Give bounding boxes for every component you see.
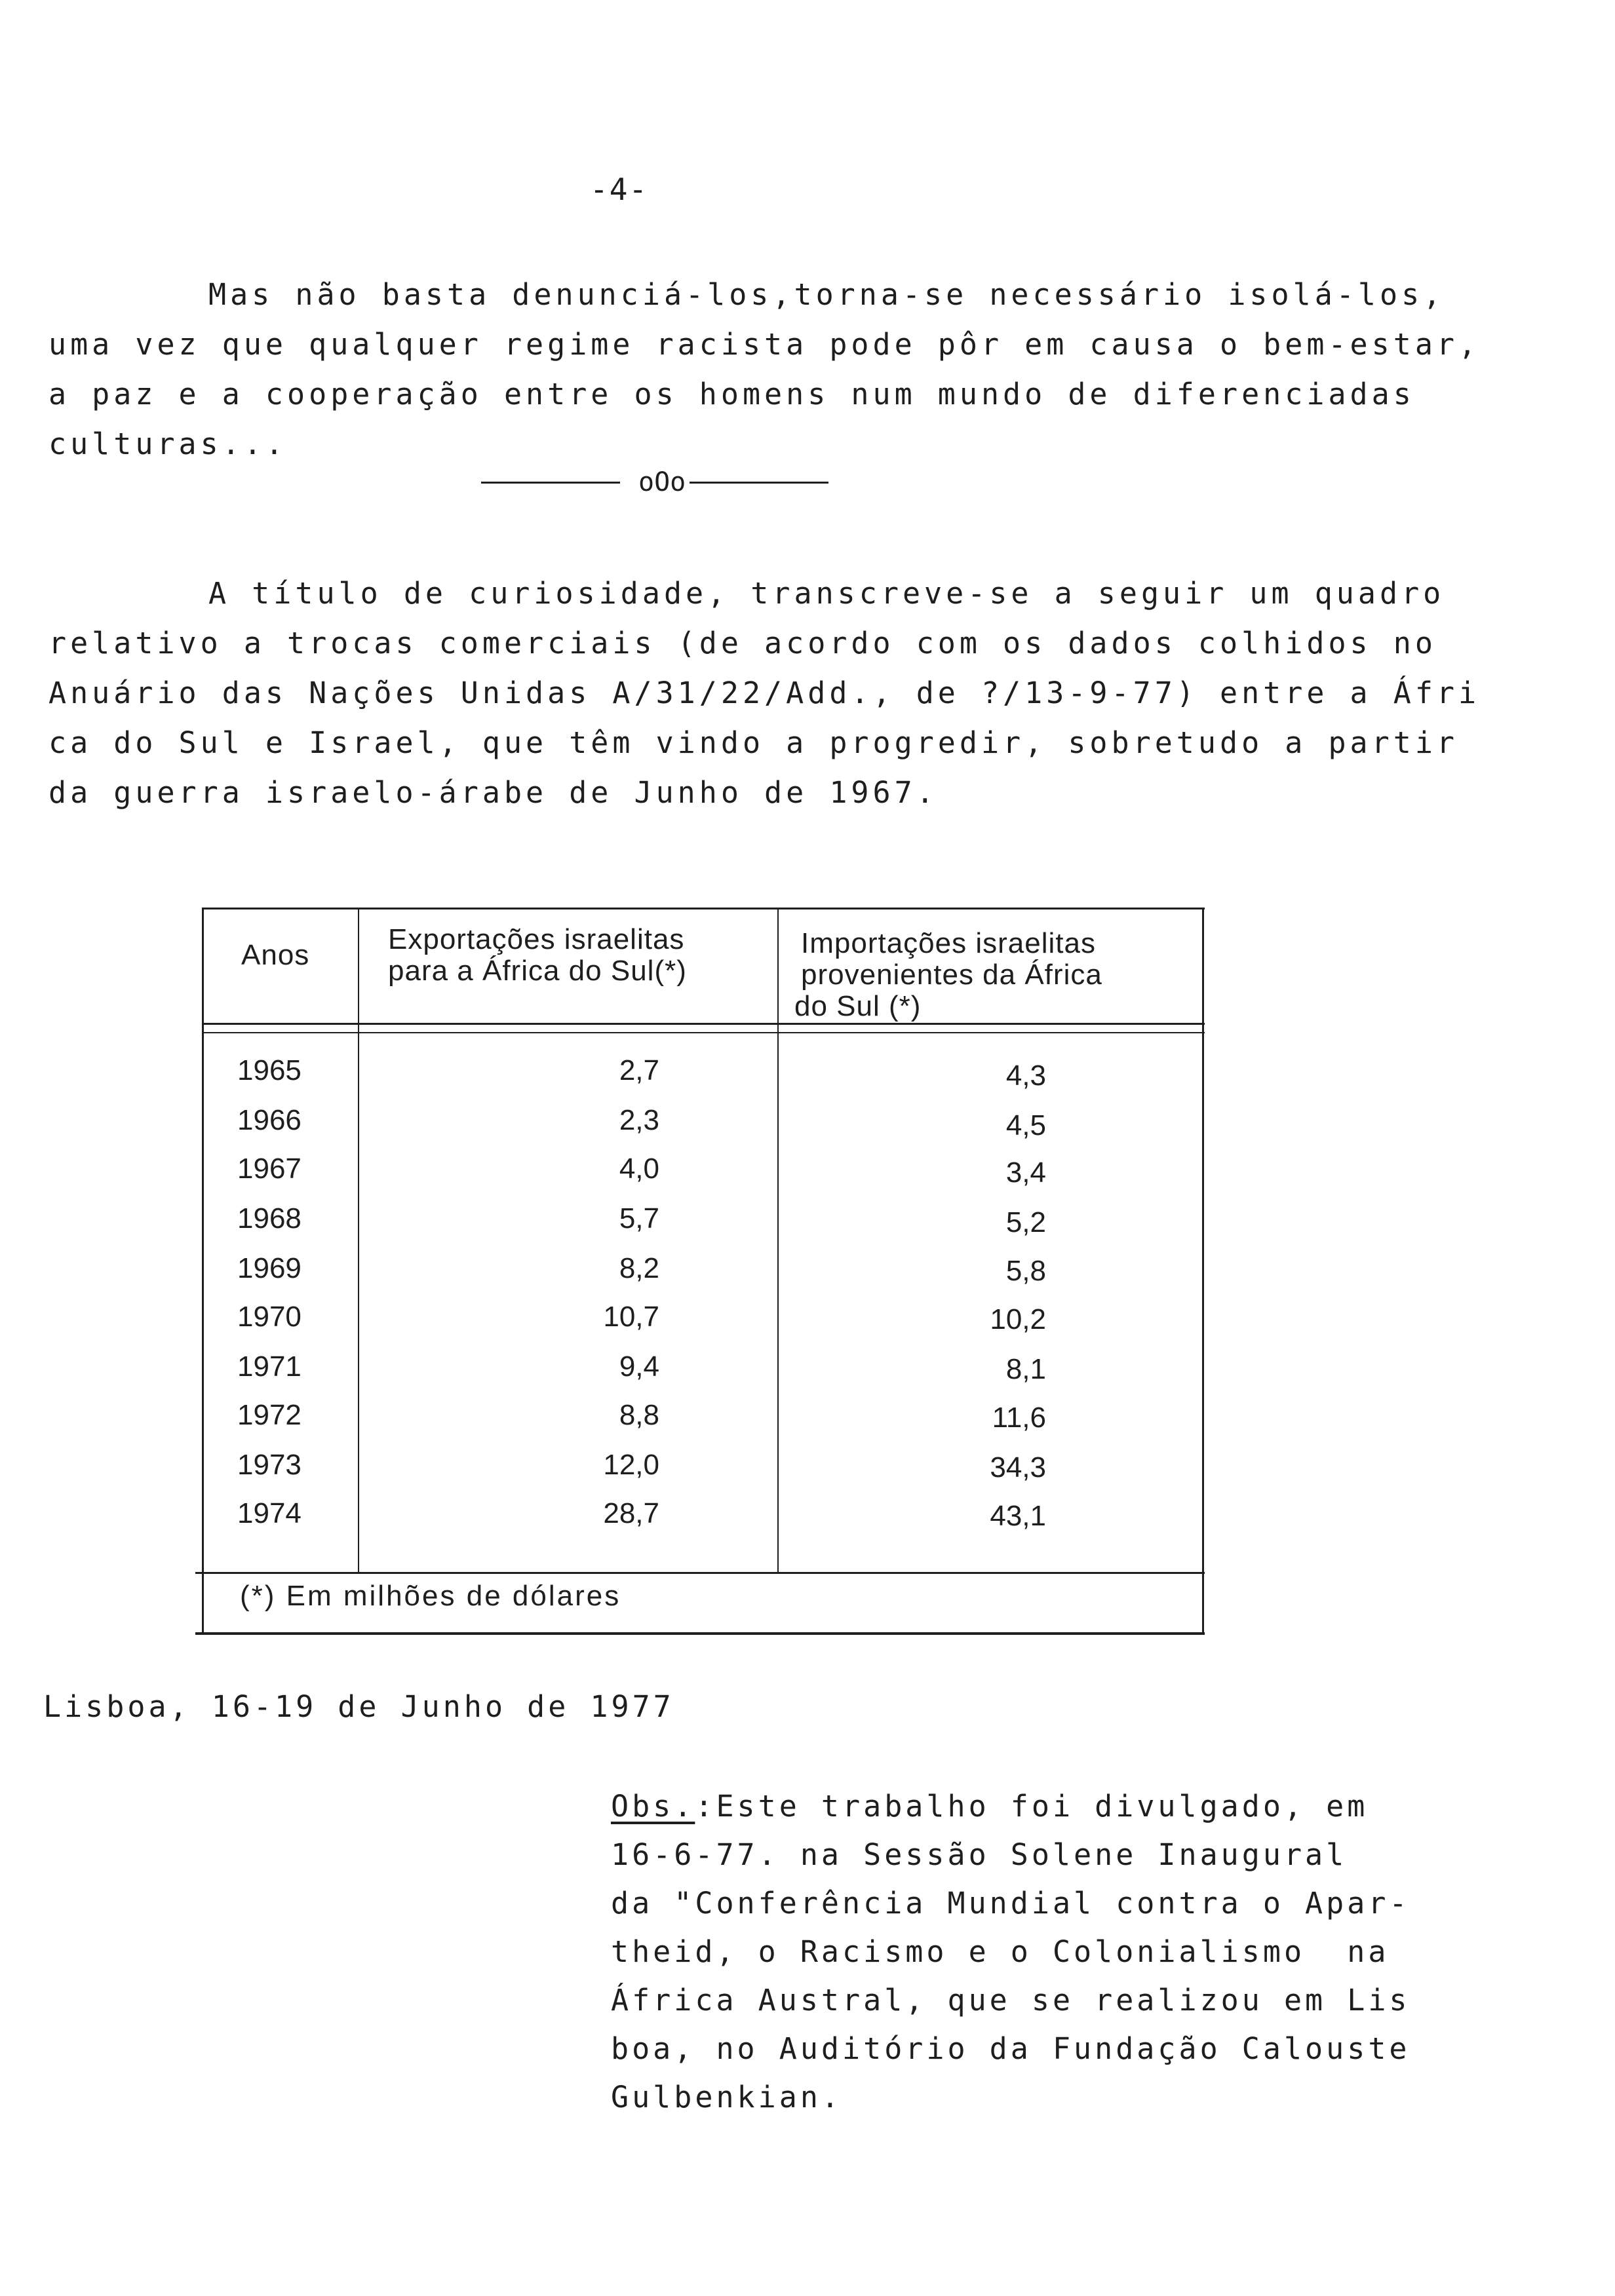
obs-line: boa, no Auditório da Fundação Calouste xyxy=(611,2031,1411,2066)
obs-label: Obs. xyxy=(611,1789,695,1824)
table-rule-top xyxy=(203,908,1205,909)
table-cell-exports: 28,7 xyxy=(603,1497,659,1529)
section-separator xyxy=(481,467,828,497)
obs-line: África Austral, que se realizou em Lis xyxy=(611,1983,1411,2018)
table-footnote: (*) Em milhões de dólares xyxy=(240,1580,621,1612)
paragraph-line: uma vez que qualquer regime racista pode pôr em causa o bem-estar, xyxy=(49,327,1481,362)
table-cell-exports: 8,8 xyxy=(619,1399,659,1431)
table-cell-exports: 8,2 xyxy=(619,1252,659,1284)
table-cell-imports: 43,1 xyxy=(990,1500,1046,1532)
table-cell-imports: 4,5 xyxy=(1005,1109,1046,1141)
table-cell-year: 1965 xyxy=(237,1054,302,1086)
table-rule-header xyxy=(203,1023,1205,1025)
obs-first-line xyxy=(611,1782,1411,1831)
obs-line: :Este trabalho foi divulgado, em xyxy=(695,1789,1369,1824)
table-cell-year: 1967 xyxy=(237,1153,302,1185)
table-cell-year: 1970 xyxy=(237,1301,302,1333)
table-cell-exports: 9,4 xyxy=(619,1350,659,1383)
table-border-left xyxy=(202,908,204,1635)
paragraph-line: a paz e a cooperação entre os homens num mundo de diferenciadas xyxy=(49,377,1415,411)
table-cell-year: 1972 xyxy=(237,1399,302,1431)
table-cell-exports: 4,0 xyxy=(619,1153,659,1185)
table-cell-year: 1974 xyxy=(237,1497,302,1529)
table-rule-note xyxy=(195,1572,1205,1574)
place-and-date: Lisboa, 16-19 de Junho de 1977 xyxy=(43,1689,674,1724)
table-cell-imports: 10,2 xyxy=(990,1303,1046,1335)
trade-table xyxy=(194,908,1205,1635)
table-cell-year: 1968 xyxy=(237,1202,302,1234)
observation-note xyxy=(611,1782,1411,2122)
table-cell-imports: 4,3 xyxy=(1005,1060,1046,1092)
table-cell-imports: 11,6 xyxy=(992,1402,1046,1434)
paragraph-line: A título de curiosidade, transcreve-se a seguir um quadro xyxy=(208,576,1445,611)
table-border-right xyxy=(1202,908,1204,1635)
table-cell-year: 1969 xyxy=(237,1252,302,1284)
table-cell-imports: 5,2 xyxy=(1005,1206,1046,1238)
table-rule-header-double xyxy=(203,1032,1205,1033)
separator-text: oOo xyxy=(638,467,686,497)
table-cell-imports: 34,3 xyxy=(990,1451,1046,1483)
header-exports-line: para a África do Sul(*) xyxy=(388,955,687,987)
table-cell-exports: 5,7 xyxy=(619,1202,659,1234)
header-years: Anos xyxy=(241,939,310,971)
separator-rule xyxy=(481,482,620,484)
obs-line: 16-6-77. na Sessão Solene Inaugural xyxy=(611,1837,1348,1872)
table-cell-exports: 2,7 xyxy=(619,1054,659,1086)
paragraph-line: Anuário das Nações Unidas A/31/22/Add., de ?/13-9-77) entre a Áfri xyxy=(49,676,1481,710)
table-cell-imports: 8,1 xyxy=(1005,1353,1046,1385)
table-cell-imports: 3,4 xyxy=(1005,1157,1046,1189)
obs-line: Gulbenkian. xyxy=(611,2080,843,2114)
table-cell-exports: 12,0 xyxy=(603,1449,659,1481)
table-cell-exports: 10,7 xyxy=(603,1301,659,1333)
header-exports-line: Exportações israelitas xyxy=(388,923,685,955)
obs-line: da "Conferência Mundial contra o Apar- xyxy=(611,1886,1411,1921)
header-imports-line: do Sul (*) xyxy=(794,990,922,1022)
paragraph-line: Mas não basta denunciá-los,torna-se necessário isolá-los, xyxy=(208,277,1445,312)
paragraph-line: relativo a trocas comerciais (de acordo com os dados colhidos no xyxy=(49,626,1437,660)
paragraph-curiosity xyxy=(49,569,1481,818)
paragraph-line: culturas... xyxy=(49,427,288,461)
table-cell-year: 1973 xyxy=(237,1449,302,1481)
separator-rule xyxy=(690,482,828,484)
table-divider-exports xyxy=(777,908,779,1573)
paragraph-denunciation xyxy=(49,270,1481,469)
table-cell-year: 1971 xyxy=(237,1350,302,1383)
paragraph-line: da guerra israelo-árabe de Junho de 1967. xyxy=(49,775,938,810)
paragraph-line: ca do Sul e Israel, que têm vindo a progredir, sobretudo a partir xyxy=(49,725,1458,760)
table-cell-year: 1966 xyxy=(237,1104,302,1136)
header-imports-line: provenientes da África xyxy=(801,959,1102,991)
table-divider-years xyxy=(358,908,359,1573)
table-rule-bottom xyxy=(195,1632,1205,1635)
obs-line: theid, o Racismo e o Colonialismo na xyxy=(611,1934,1390,1969)
page-number: -4- xyxy=(590,172,649,207)
table-cell-imports: 5,8 xyxy=(1005,1255,1046,1287)
header-imports-line: Importações israelitas xyxy=(801,927,1096,959)
table-cell-exports: 2,3 xyxy=(619,1104,659,1136)
